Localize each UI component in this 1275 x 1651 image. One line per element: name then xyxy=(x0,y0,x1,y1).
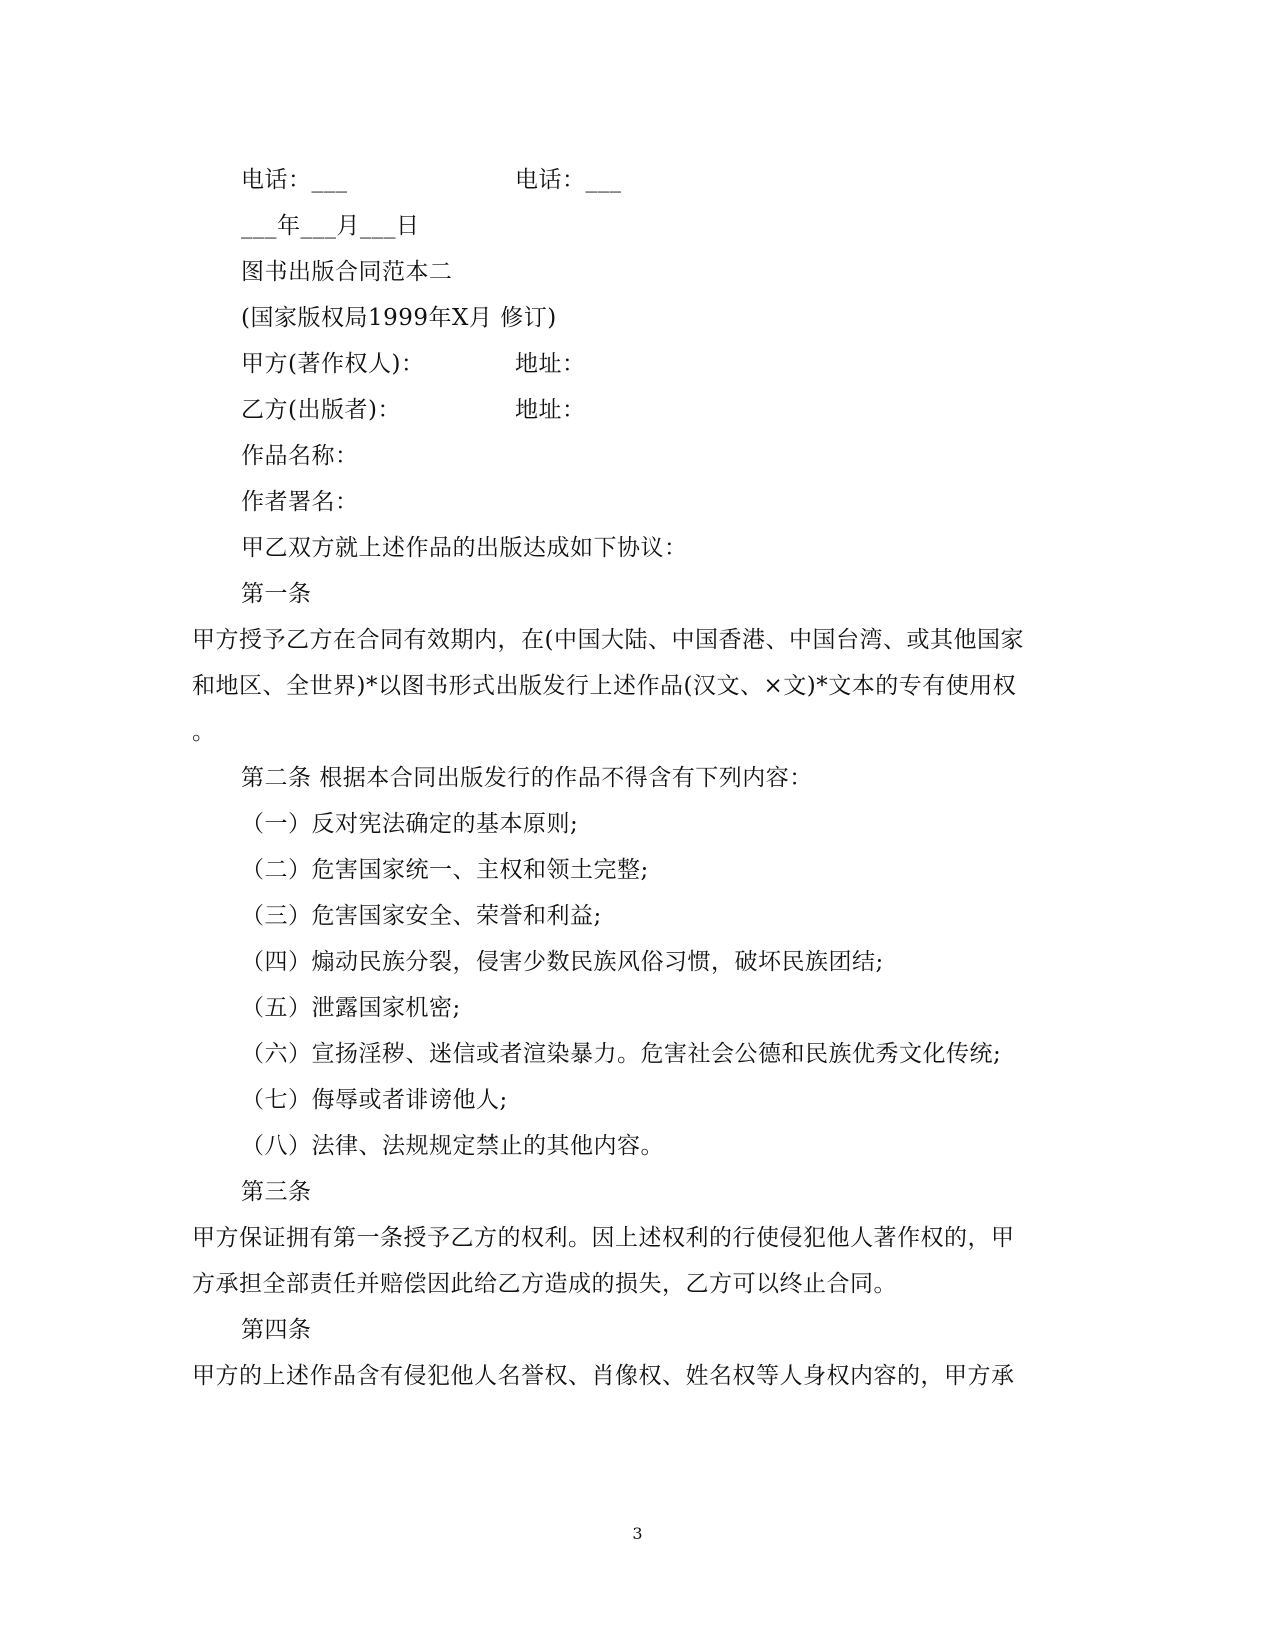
article-2-item-7: （七）侮辱或者诽谤他人; xyxy=(241,1087,508,1113)
article-2-item-3: （三）危害国家安全、荣誉和利益; xyxy=(241,903,602,929)
article-2-item-6: （六）宣扬淫秽、迷信或者渲染暴力。危害社会公德和民族优秀文化传统; xyxy=(241,1041,1002,1067)
article-1-title: 第一条 xyxy=(241,581,312,607)
party-b-address-label: 地址： xyxy=(515,397,586,423)
agreement-intro: 甲乙双方就上述作品的出版达成如下协议： xyxy=(241,535,688,561)
phone-label-party-a: 电话：___ xyxy=(241,167,348,193)
article-1-line-3: 。 xyxy=(192,719,216,745)
article-3-line-1: 甲方保证拥有第一条授予乙方的权利。因上述权利的行使侵犯他人著作权的，甲 xyxy=(192,1225,1015,1251)
document-subtitle: (国家版权局1999年X月 修订) xyxy=(241,305,557,331)
article-2-title: 第二条 根据本合同出版发行的作品不得含有下列内容： xyxy=(241,765,813,791)
article-2-item-5: （五）泄露国家机密; xyxy=(241,995,461,1021)
article-1-line-2: 和地区、全世界)*以图书形式出版发行上述作品(汉文、×文)*文本的专有使用权 xyxy=(192,673,1017,699)
article-3-line-2: 方承担全部责任并赔偿因此给乙方造成的损失，乙方可以终止合同。 xyxy=(192,1271,897,1297)
article-2-item-4: （四）煽动民族分裂，侵害少数民族风俗习惯，破坏民族团结; xyxy=(241,949,884,975)
article-4-title: 第四条 xyxy=(241,1317,312,1343)
document-title: 图书出版合同范本二 xyxy=(241,259,453,285)
page-number: 3 xyxy=(632,1524,643,1543)
phone-label-party-b: 电话：___ xyxy=(515,167,622,193)
article-2-item-8: （八）法律、法规规定禁止的其他内容。 xyxy=(241,1133,664,1159)
party-a-address-label: 地址： xyxy=(515,351,586,377)
author-signature-label: 作者署名： xyxy=(241,489,359,515)
signature-date: ___年___月___日 xyxy=(241,213,420,239)
party-b-label: 乙方(出版者)： xyxy=(241,397,401,423)
article-3-title: 第三条 xyxy=(241,1179,312,1205)
article-1-line-1: 甲方授予乙方在合同有效期内，在(中国大陆、中国香港、中国台湾、或其他国家 xyxy=(192,627,1024,653)
work-name-label: 作品名称： xyxy=(241,443,359,469)
article-2-item-1: （一）反对宪法确定的基本原则; xyxy=(241,811,579,837)
article-4-line-1: 甲方的上述作品含有侵犯他人名誉权、肖像权、姓名权等人身权内容的，甲方承 xyxy=(192,1363,1015,1389)
article-2-item-2: （二）危害国家统一、主权和领土完整; xyxy=(241,857,649,883)
party-a-label: 甲方(著作权人)： xyxy=(241,351,425,377)
